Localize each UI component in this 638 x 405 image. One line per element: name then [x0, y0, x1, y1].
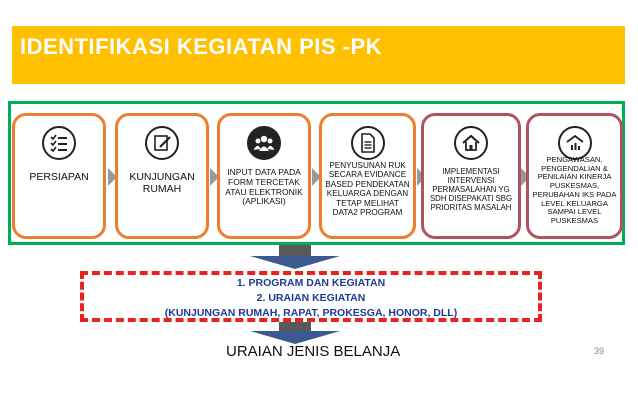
- step-kunjungan-rumah: [115, 113, 209, 239]
- program-item-detail: (KUNJUNGAN RUMAH, RAPAT, PROKESGA, HONOR, DLL): [164, 307, 458, 319]
- house-icon: [454, 126, 488, 160]
- step-pengawasan: [526, 113, 623, 239]
- step-label: INPUT DATA PADA FORM TERCETAK ATAU ELEKTRONIK (APLIKASI): [225, 167, 303, 207]
- title-bar: [12, 26, 625, 84]
- step-label: PENGAWASAN, PENGENDALIAN & PENILAIAN KINERJA PUSKESMAS, PERUBAHAN IKS PADA LEVEL KELUARGA SAMPAI LEVEL PUSKESMAS: [532, 155, 617, 226]
- arrow-down-icon: [250, 245, 340, 269]
- step-penyusunan-ruk: [319, 113, 416, 239]
- pen-and-paper-icon: [145, 126, 179, 160]
- document-icon: [351, 126, 385, 160]
- program-item-1: 1. PROGRAM DAN KEGIATAN: [236, 277, 386, 289]
- step-persiapan: [12, 113, 106, 239]
- program-item-2: 2. URAIAN KEGIATAN: [256, 292, 366, 304]
- arrow-down-icon: [250, 322, 340, 344]
- group-people-icon: [247, 126, 281, 160]
- step-label: PENYUSUNAN RUK SECARA EVIDANCE BASED PENDEKATAN KELUARGA DENGAN TETAP MELIHAT DATA2 PROGRAM: [325, 161, 410, 218]
- page-title: IDENTIFIKASI KEGIATAN PIS -PK: [20, 34, 383, 59]
- page-number: 39: [594, 346, 605, 356]
- checklist-icon: [42, 126, 76, 160]
- step-label: IMPLEMENTASI INTERVENSI PERMASALAHAN YG SDH DISEPAKATI SBG PRIORITAS MASALAH: [429, 167, 513, 212]
- step-label: PERSIAPAN: [29, 171, 89, 183]
- step-label: KUNJUNGAN RUMAH: [129, 171, 195, 196]
- step-implementasi: [421, 113, 521, 239]
- uraian-jenis-belanja-label: URAIAN JENIS BELANJA: [226, 343, 401, 360]
- step-input-data: [217, 113, 311, 239]
